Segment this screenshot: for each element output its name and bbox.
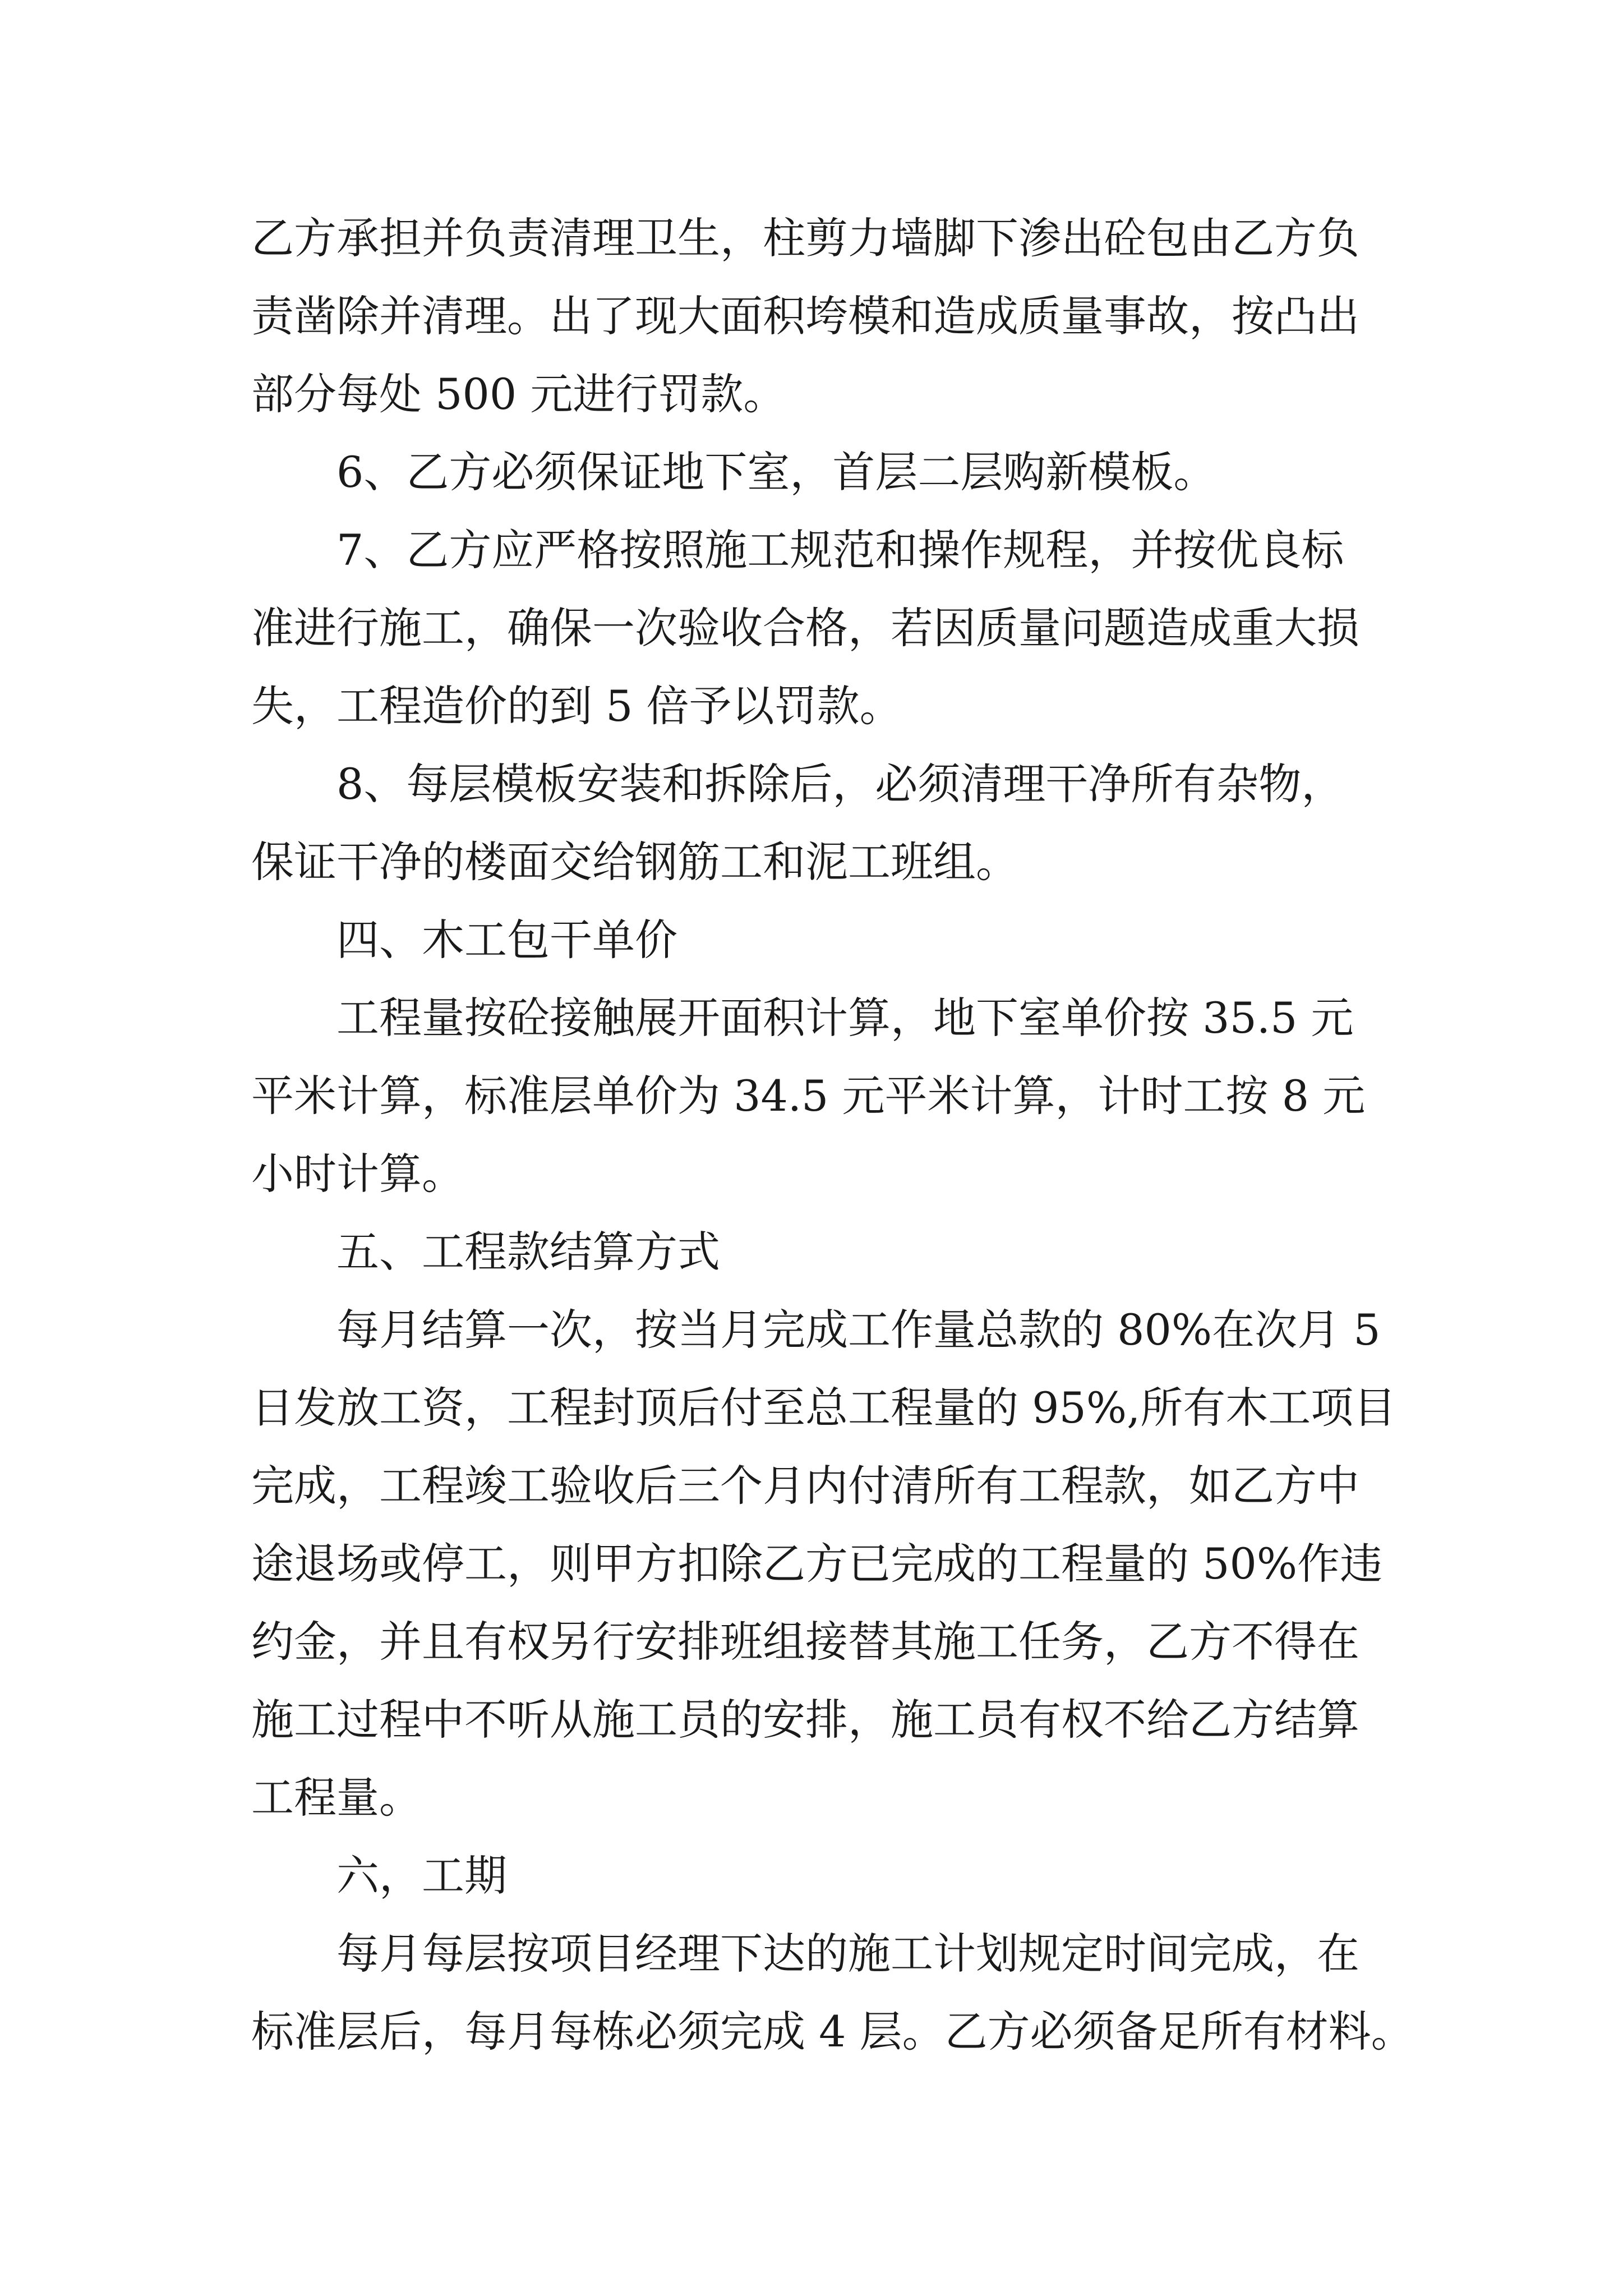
paragraph-settlement <box>251 1291 1396 1837</box>
section-heading: 六，工期 <box>336 1851 507 1901</box>
paragraph-continuation <box>251 199 1378 433</box>
text-line: 施工过程中不听从施工员的安排，施工员有权不给乙方结算 <box>251 1695 1359 1745</box>
text-line: 日发放工资，工程封顶后付至总工程量的 95%,所有木工项目 <box>251 1383 1396 1433</box>
text-line: 约金，并且有权另行安排班组接替其施工任务，乙方不得在 <box>251 1617 1359 1667</box>
text-line: 工程量按砼接触展开面积计算，地下室单价按 35.5 元 <box>336 993 1354 1043</box>
paragraph-item-7 <box>251 511 1378 745</box>
section-heading-unit-price <box>251 901 1378 979</box>
paragraph-item-6 <box>251 433 1378 511</box>
text-line: 平米计算，标准层单价为 34.5 元平米计算，计时工按 8 元 <box>251 1071 1366 1121</box>
text-line: 部分每处 500 元进行罚款。 <box>251 369 786 419</box>
text-line: 完成，工程竣工验收后三个月内付清所有工程款，如乙方中 <box>251 1461 1359 1511</box>
text-line: 工程量。 <box>251 1773 422 1823</box>
text-line: 责凿除并清理。出了现大面积垮模和造成质量事故，按凸出 <box>251 291 1359 341</box>
paragraph-item-8 <box>251 745 1378 901</box>
text-line: 保证干净的楼面交给钢筋工和泥工班组。 <box>251 837 1018 887</box>
paragraph-unit-price <box>251 979 1378 1213</box>
text-line: 准进行施工，确保一次验收合格，若因质量问题造成重大损 <box>251 603 1359 653</box>
text-line: 标准层后，每月每栋必须完成 4 层。乙方必须备足所有材料。 <box>251 2007 1414 2056</box>
text-line: 失，工程造价的到 5 倍予以罚款。 <box>251 681 902 731</box>
text-line: 7、乙方应严格按照施工规范和操作规程，并按优良标 <box>336 525 1344 575</box>
section-heading-schedule <box>251 1837 1378 1915</box>
text-line: 小时计算。 <box>251 1149 464 1199</box>
paragraph-schedule <box>251 1915 1414 2070</box>
text-line: 乙方承担并负责清理卫生，柱剪力墙脚下渗出砼包由乙方负 <box>251 213 1359 263</box>
section-heading-settlement <box>251 1213 1378 1291</box>
text-line: 6、乙方必须保证地下室，首层二层购新模板。 <box>336 447 1216 497</box>
section-heading: 四、木工包干单价 <box>336 915 677 965</box>
document-body <box>251 199 1414 2070</box>
text-line: 途退场或停工，则甲方扣除乙方已完成的工程量的 50%作违 <box>251 1539 1383 1589</box>
text-line: 每月每层按项目经理下达的施工计划规定时间完成，在 <box>336 1929 1359 1978</box>
text-line: 每月结算一次，按当月完成工作量总款的 80%在次月 5 <box>336 1305 1381 1355</box>
section-heading: 五、工程款结算方式 <box>336 1227 720 1277</box>
text-line: 8、每层模板安装和拆除后，必须清理干净所有杂物， <box>336 759 1344 809</box>
